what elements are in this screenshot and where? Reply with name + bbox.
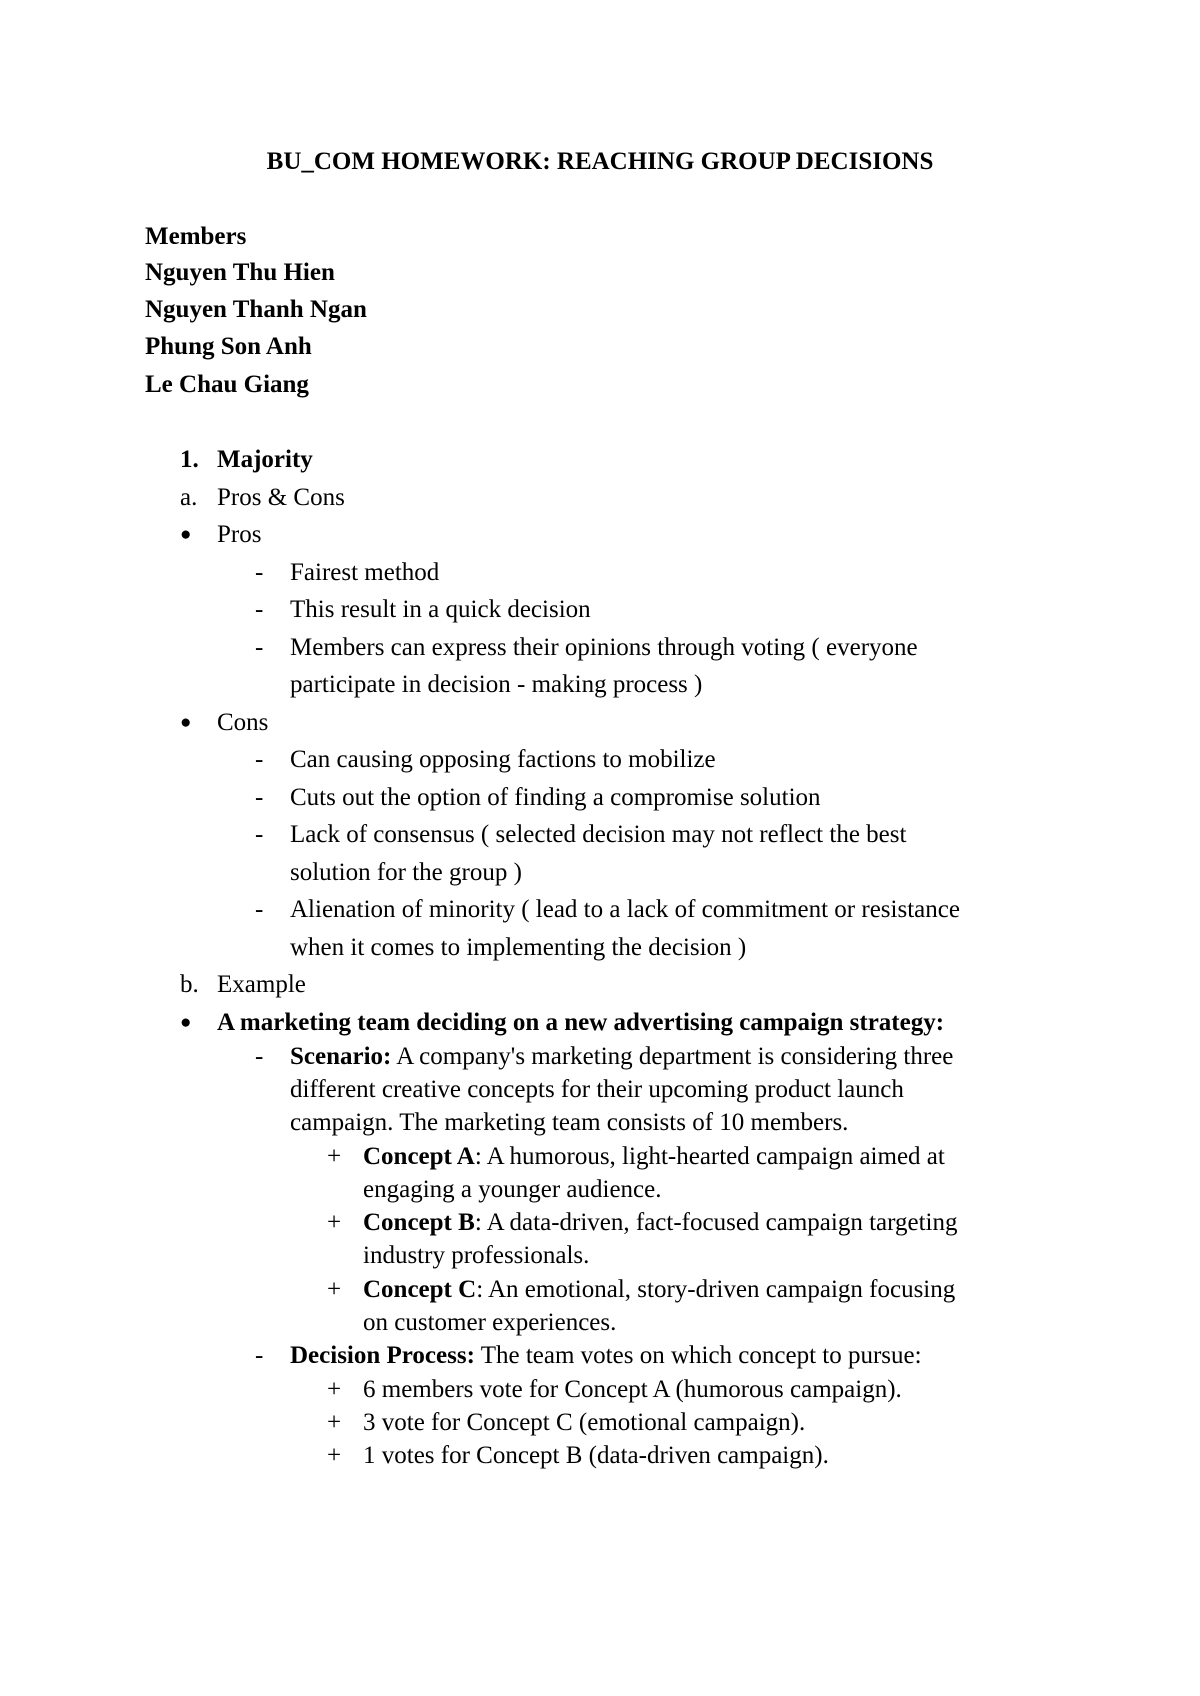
bullet-icon: ● <box>180 524 192 545</box>
subsection-letter: b. <box>180 971 199 998</box>
dash-marker: - <box>255 821 264 848</box>
plus-marker: + <box>327 1209 342 1236</box>
concept-name: Concept C <box>363 1276 477 1303</box>
concept-text: : A humorous, light-hearted campaign aimed at <box>474 1143 945 1170</box>
concept-name: Concept B <box>363 1209 475 1236</box>
concept-name: Concept A <box>363 1143 475 1170</box>
bullet-icon: ● <box>180 1012 192 1033</box>
example-heading: A marketing team deciding on a new advertising campaign strategy: <box>217 1009 945 1036</box>
scenario-continuation: campaign. The marketing team consists of 10 members. <box>290 1109 849 1136</box>
cons-item: Can causing opposing factions to mobilize <box>290 746 716 773</box>
concept-continuation: industry professionals. <box>363 1242 590 1269</box>
pros-item-continuation: participate in decision - making process ) <box>290 671 703 698</box>
member-name: Nguyen Thanh Ngan <box>145 296 367 323</box>
document-title: BU_COM HOMEWORK: REACHING GROUP DECISIONS <box>266 148 934 175</box>
cons-label: Cons <box>217 709 269 736</box>
scenario-text: A company's marketing department is considering three <box>391 1043 954 1070</box>
subsection-letter: a. <box>180 484 198 511</box>
plus-marker: + <box>327 1276 342 1303</box>
dash-marker: - <box>255 1043 264 1070</box>
dash-marker: - <box>255 896 264 923</box>
dash-marker: - <box>255 1342 264 1369</box>
concept-line <box>363 1275 955 1305</box>
member-name: Phung Son Anh <box>145 333 312 360</box>
concept-text: : An emotional, story-driven campaign focusing <box>476 1276 956 1303</box>
pros-label: Pros <box>217 521 262 548</box>
cons-item-continuation: solution for the group ) <box>290 859 522 886</box>
dash-marker: - <box>255 596 264 623</box>
pros-item: Members can express their opinions through voting ( everyone <box>290 634 918 661</box>
member-name: Nguyen Thu Hien <box>145 259 335 286</box>
bullet-icon: ● <box>180 712 192 733</box>
member-name: Le Chau Giang <box>145 371 309 398</box>
plus-marker: + <box>327 1409 342 1436</box>
vote-item: 6 members vote for Concept A (humorous campaign). <box>363 1376 902 1403</box>
cons-item-continuation: when it comes to implementing the decision ) <box>290 934 747 961</box>
subsection-label: Pros & Cons <box>217 484 345 511</box>
members-heading: Members <box>145 223 247 250</box>
cons-item: Alienation of minority ( lead to a lack of commitment or resistance <box>290 896 960 923</box>
decision-text: The team votes on which concept to pursue: <box>474 1342 922 1369</box>
scenario-line <box>290 1042 953 1072</box>
decision-label: Decision Process: <box>290 1342 475 1369</box>
cons-item: Cuts out the option of finding a compromise solution <box>290 784 821 811</box>
scenario-continuation: different creative concepts for their upcoming product launch <box>290 1076 904 1103</box>
dash-marker: - <box>255 559 264 586</box>
cons-item: Lack of consensus ( selected decision may not reflect the best <box>290 821 907 848</box>
concept-text: : A data-driven, fact-focused campaign targeting <box>474 1209 958 1236</box>
scenario-label: Scenario: <box>290 1043 392 1070</box>
decision-line <box>290 1341 922 1371</box>
pros-item: Fairest method <box>290 559 440 586</box>
dash-marker: - <box>255 746 264 773</box>
section-number: 1. <box>180 446 199 473</box>
plus-marker: + <box>327 1442 342 1469</box>
concept-continuation: on customer experiences. <box>363 1309 617 1336</box>
plus-marker: + <box>327 1376 342 1403</box>
plus-marker: + <box>327 1143 342 1170</box>
vote-item: 1 votes for Concept B (data-driven campaign). <box>363 1442 829 1469</box>
concept-line <box>363 1142 945 1172</box>
dash-marker: - <box>255 784 264 811</box>
section-heading: Majority <box>217 446 313 473</box>
pros-item: This result in a quick decision <box>290 596 591 623</box>
subsection-label: Example <box>217 971 306 998</box>
concept-line <box>363 1208 958 1238</box>
vote-item: 3 vote for Concept C (emotional campaign). <box>363 1409 806 1436</box>
dash-marker: - <box>255 634 264 661</box>
concept-continuation: engaging a younger audience. <box>363 1176 662 1203</box>
